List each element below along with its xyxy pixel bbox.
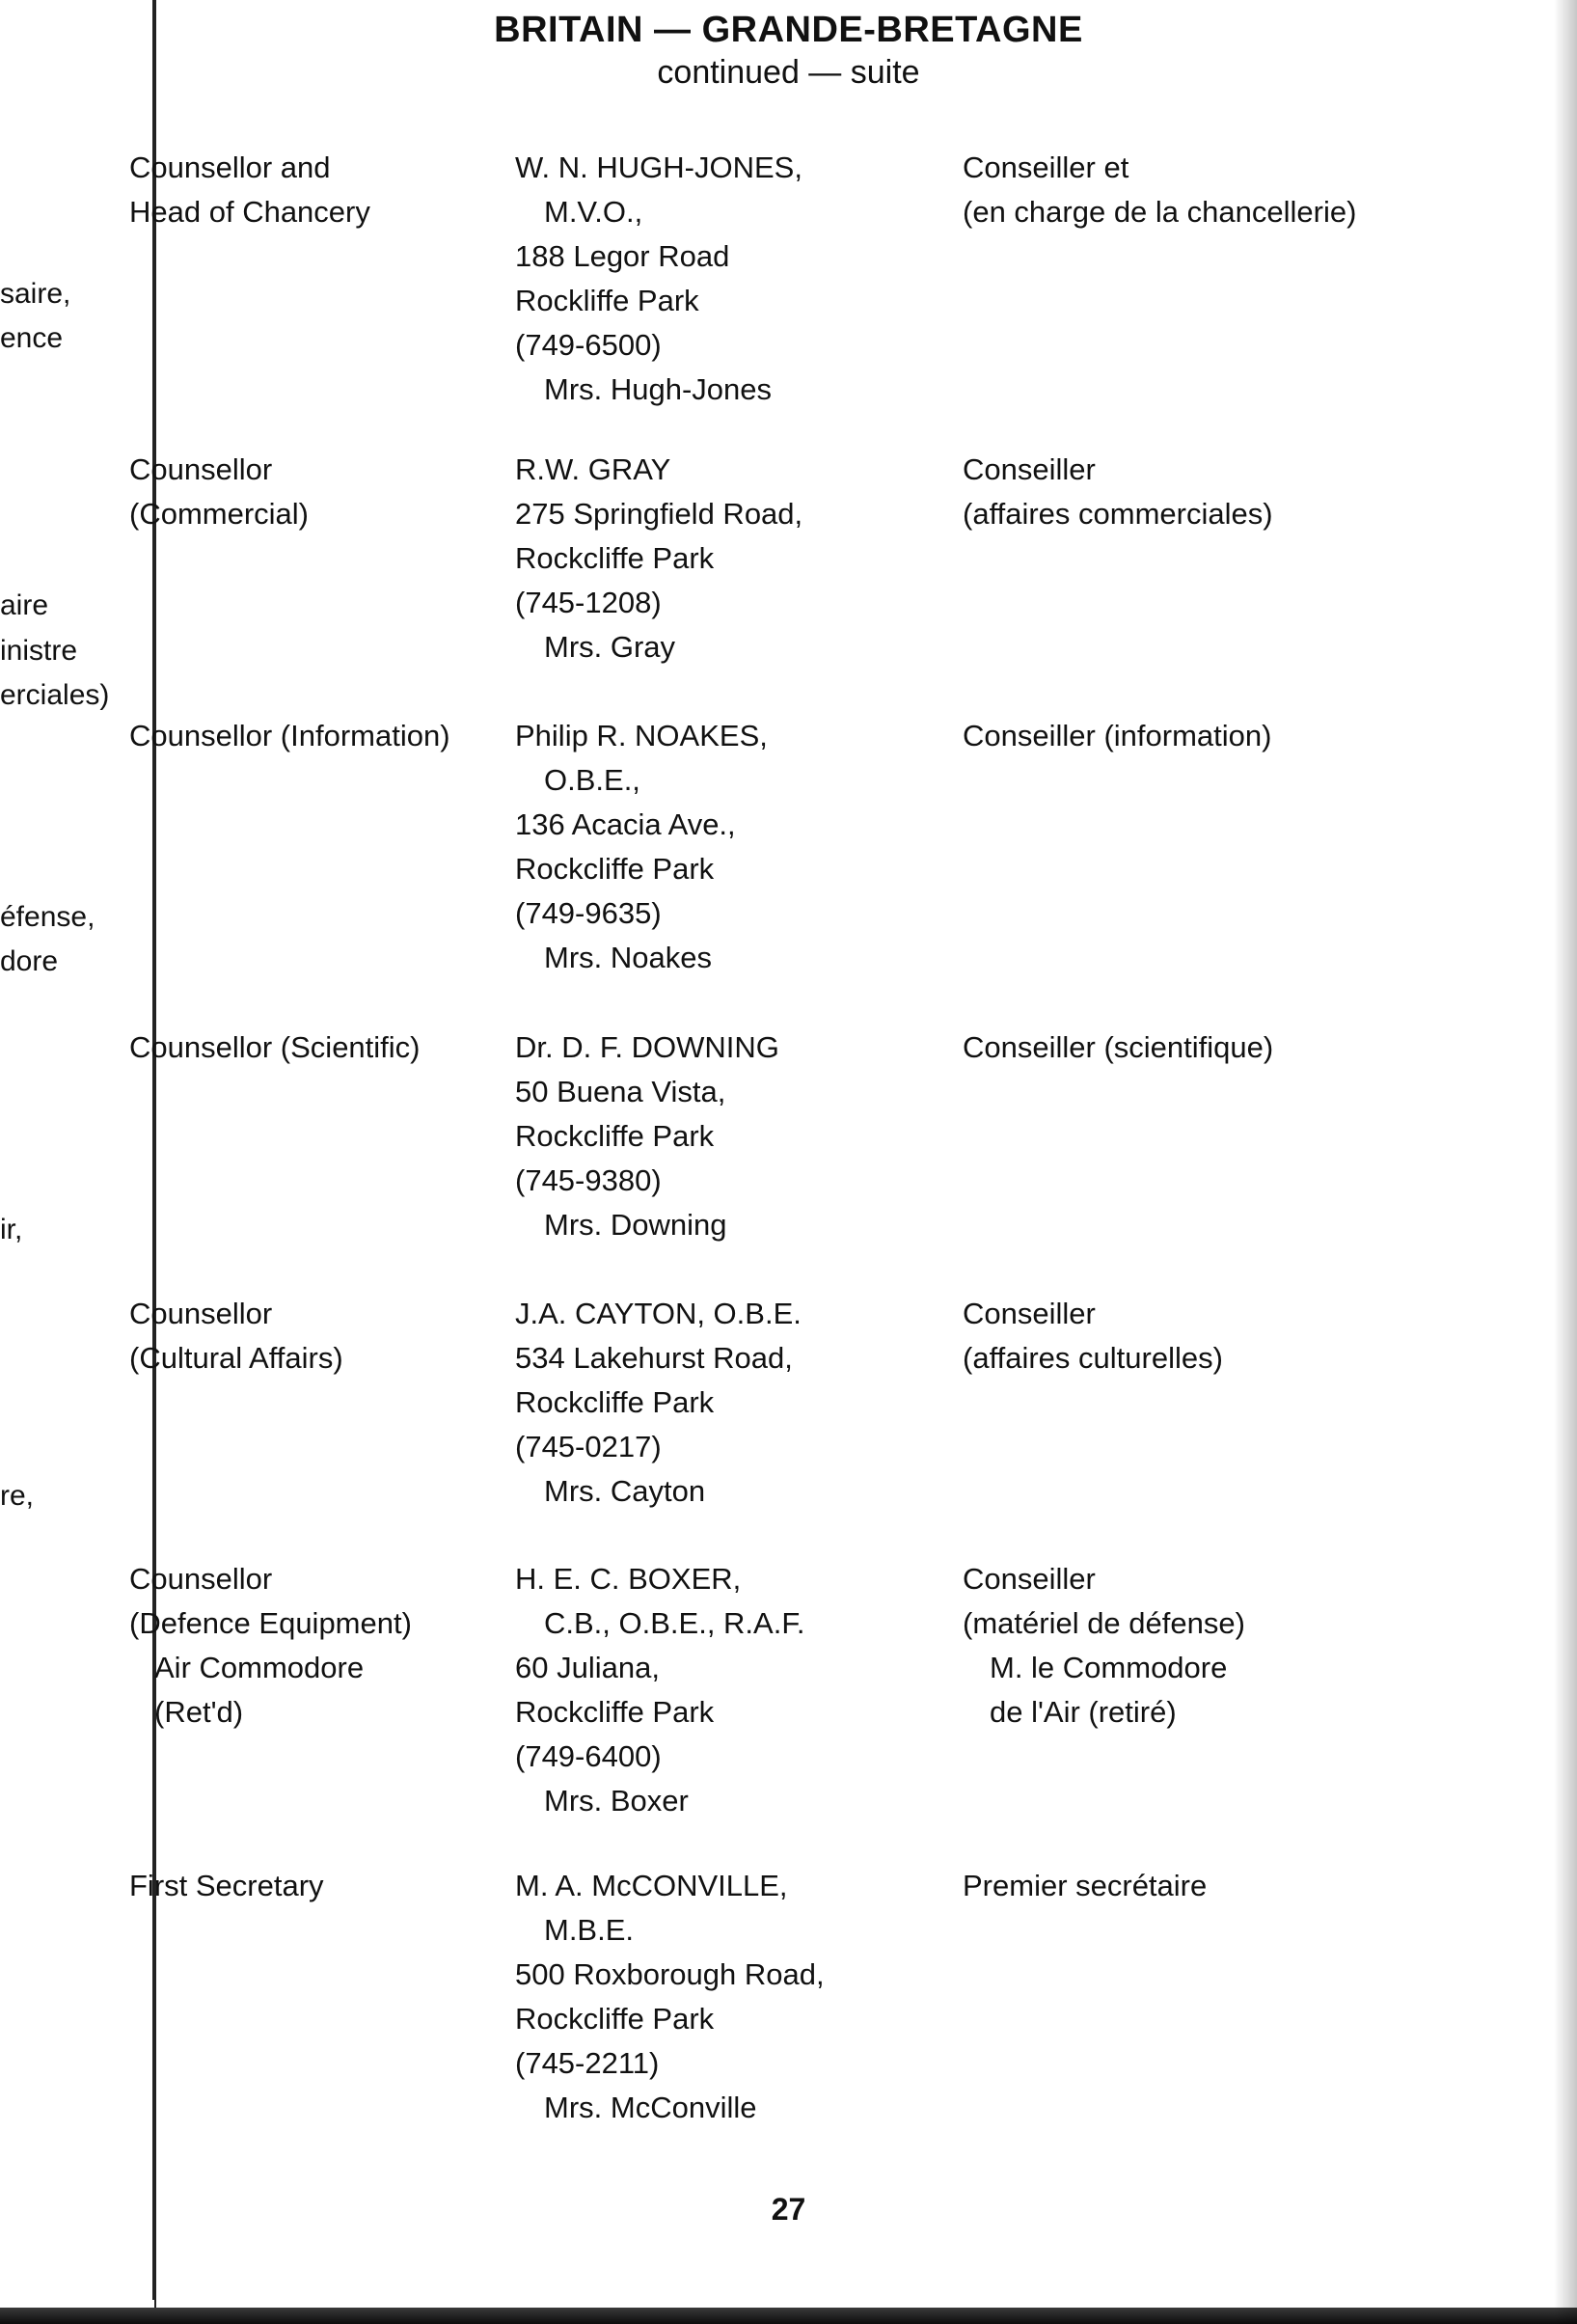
spouse-name: Mrs. Boxer (544, 1784, 689, 1818)
address-line: Rockcliffe Park (515, 541, 715, 575)
person-name: J.A. CAYTON, O.B.E. (515, 1297, 802, 1330)
french-line: Conseiller (963, 452, 1096, 486)
phone-number: (745-1208) (515, 586, 662, 619)
name-address-column (515, 1557, 804, 1823)
margin-fragment: éfense, (0, 901, 95, 933)
role-line: Counsellor and (129, 150, 331, 184)
role-column (129, 714, 450, 758)
french-line: Conseiller (scientifique) (963, 1030, 1274, 1064)
address-line: Rockcliffe Park (515, 1119, 715, 1153)
person-name: H. E. C. BOXER, (515, 1562, 742, 1596)
page-title: BRITAIN — GRANDE-BRETAGNE (494, 10, 1083, 50)
spouse-name: Mrs. Cayton (544, 1474, 706, 1508)
address-line: Rockcliffe Park (515, 852, 715, 886)
french-title-column (963, 1025, 1273, 1070)
role-line: (Defence Equipment) (129, 1606, 412, 1640)
role-column (129, 1292, 343, 1381)
person-name: R.W. GRAY (515, 452, 671, 486)
french-line: (en charge de la chancellerie) (963, 195, 1357, 229)
phone-number: (745-9380) (515, 1163, 662, 1197)
role-column (129, 1557, 412, 1735)
french-title-column (963, 448, 1273, 536)
address-line: Rockcliffe Park (515, 2002, 715, 2036)
french-line: Conseiller (963, 1562, 1096, 1596)
role-line: Counsellor (Information) (129, 719, 450, 752)
french-line: (affaires culturelles) (963, 1341, 1223, 1375)
french-line: Conseiller (963, 1297, 1096, 1330)
address-line: 500 Roxborough Road, (515, 1957, 825, 1991)
french-line: (matériel de défense) (963, 1606, 1245, 1640)
french-title-column (963, 1864, 1207, 1908)
role-line: Head of Chancery (129, 195, 370, 229)
honours: M.B.E. (544, 1913, 635, 1947)
role-column (129, 1025, 421, 1070)
role-line: Counsellor (129, 1297, 273, 1330)
person-name: Philip R. NOAKES, (515, 719, 768, 752)
role-column (129, 146, 370, 234)
person-name: M. A. McCONVILLE, (515, 1869, 788, 1902)
address-line: 50 Buena Vista, (515, 1075, 726, 1108)
spouse-name: Mrs. Noakes (544, 941, 712, 974)
address-line: Rockliffe Park (515, 284, 699, 317)
margin-fragment: aire (0, 589, 49, 621)
spouse-name: Mrs. McConville (544, 2091, 757, 2124)
phone-number: (749-9635) (515, 896, 662, 930)
address-line: Rockcliffe Park (515, 1385, 715, 1419)
margin-fragment: ence (0, 322, 64, 354)
french-line: (affaires commerciales) (963, 497, 1273, 531)
name-address-column (515, 714, 768, 980)
honours: O.B.E., (544, 763, 640, 797)
role-line: First Secretary (129, 1869, 324, 1902)
page-subtitle: continued — suite (657, 54, 920, 91)
spouse-name: Mrs. Hugh-Jones (544, 372, 773, 406)
address-line: 534 Lakehurst Road, (515, 1341, 793, 1375)
phone-number: (745-0217) (515, 1430, 662, 1463)
french-title-column (963, 1557, 1245, 1735)
scan-right-shadow (1554, 0, 1577, 2324)
spouse-name: Mrs. Downing (544, 1208, 727, 1242)
french-title-column (963, 714, 1271, 758)
french-line: Premier secrétaire (963, 1869, 1208, 1902)
phone-number: (749-6500) (515, 328, 662, 362)
role-line: Counsellor (129, 1562, 273, 1596)
person-name: W. N. HUGH-JONES, (515, 150, 802, 184)
name-address-column (515, 146, 802, 412)
margin-fragment: dore (0, 945, 59, 977)
name-address-column (515, 1292, 802, 1514)
phone-number: (749-6400) (515, 1739, 662, 1773)
binding-edge-line (152, 0, 156, 2311)
person-name: Dr. D. F. DOWNING (515, 1030, 779, 1064)
french-title-column (963, 146, 1356, 234)
role-line: (Commercial) (129, 497, 309, 531)
page-number: 27 (771, 2192, 806, 2227)
role-line: Counsellor (129, 452, 273, 486)
margin-fragment: re, (0, 1480, 35, 1512)
french-line: Conseiller et (963, 150, 1129, 184)
role-column (129, 448, 309, 536)
role-column (129, 1864, 324, 1908)
name-address-column (515, 1864, 825, 2130)
role-line: Air Commodore (154, 1651, 365, 1684)
role-line: (Ret'd) (154, 1695, 244, 1729)
french-line: Conseiller (information) (963, 719, 1272, 752)
address-line: 275 Springfield Road, (515, 497, 803, 531)
scan-bottom-edge (0, 2308, 1577, 2324)
address-line: Rockcliffe Park (515, 1695, 715, 1729)
address-line: 136 Acacia Ave., (515, 807, 736, 841)
margin-fragment: erciales) (0, 679, 110, 711)
margin-fragment: inistre (0, 635, 78, 667)
name-address-column (515, 1025, 779, 1247)
margin-fragment: ir, (0, 1214, 23, 1245)
margin-fragment: saire, (0, 278, 71, 310)
name-address-column (515, 448, 802, 670)
honours: M.V.O., (544, 195, 643, 229)
role-line: Counsellor (Scientific) (129, 1030, 421, 1064)
role-line: (Cultural Affairs) (129, 1341, 343, 1375)
spouse-name: Mrs. Gray (544, 630, 676, 664)
french-title-column (963, 1292, 1223, 1381)
french-line: M. le Commodore (990, 1651, 1228, 1684)
phone-number: (745-2211) (515, 2046, 660, 2080)
address-line: 188 Legor Road (515, 239, 730, 273)
address-line: 60 Juliana, (515, 1651, 660, 1684)
honours: C.B., O.B.E., R.A.F. (544, 1606, 805, 1640)
french-line: de l'Air (retiré) (990, 1695, 1177, 1729)
